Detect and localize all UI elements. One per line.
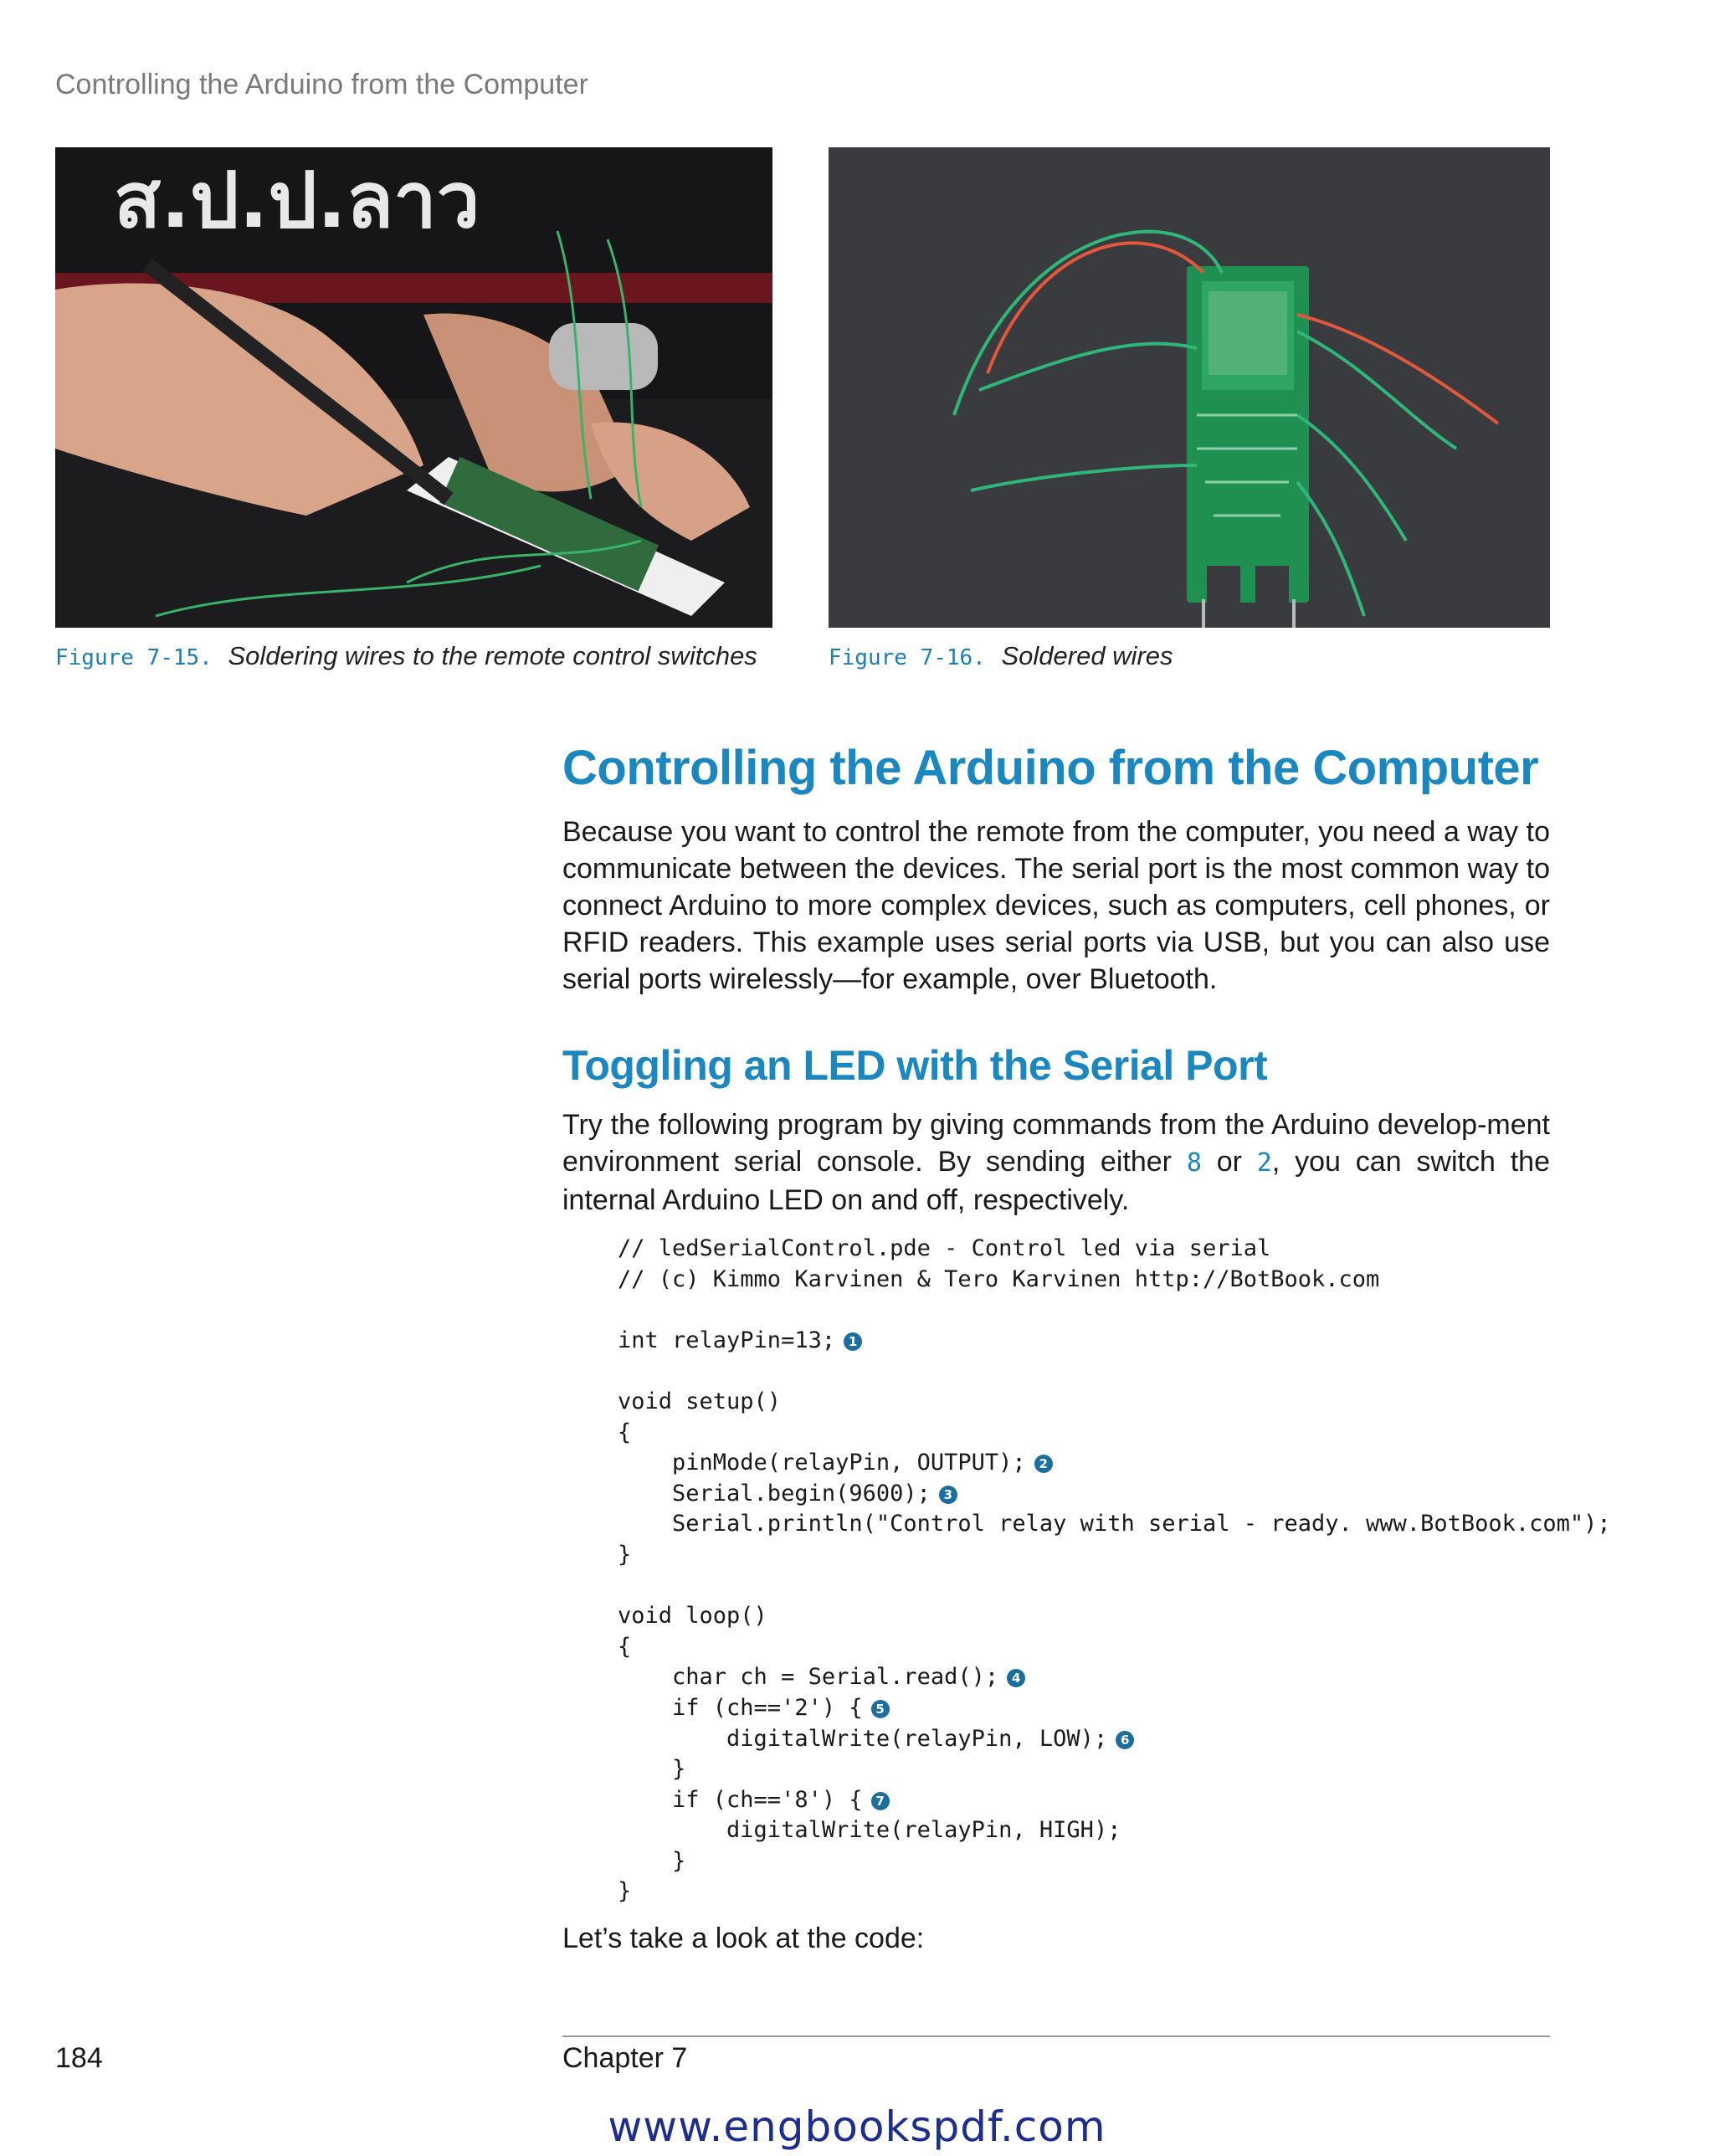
code-listing xyxy=(618,1234,1611,1907)
code-line-text: } xyxy=(618,1847,686,1874)
code-line xyxy=(618,1815,1611,1846)
code-callout-marker: 4 xyxy=(1007,1669,1025,1687)
figure-caption-text: Soldering wires to the remote control switches xyxy=(228,641,757,670)
page-number: 184 xyxy=(55,2042,103,2074)
code-line-text: // ledSerialControl.pde - Control led via serial xyxy=(618,1235,1271,1261)
command-key-on: 8 xyxy=(1186,1148,1202,1178)
code-callout-marker: 6 xyxy=(1116,1731,1134,1749)
paragraph-text: or xyxy=(1201,1146,1257,1178)
figure-7-15-photo xyxy=(55,147,772,628)
figure-label: Figure 7-16. xyxy=(829,645,986,670)
code-line-text: } xyxy=(618,1756,686,1783)
figure-label: Figure 7-15. xyxy=(55,645,213,670)
code-line xyxy=(618,1601,1611,1632)
code-line xyxy=(618,1724,1611,1755)
chapter-label: Chapter 7 xyxy=(562,2042,688,2074)
code-line xyxy=(618,1785,1611,1816)
code-line xyxy=(618,1846,1611,1877)
code-line-text: if (ch=='8') { xyxy=(618,1786,863,1813)
code-line xyxy=(618,1571,1611,1602)
subsection-heading: Toggling an LED with the Serial Port xyxy=(562,1042,1268,1089)
paragraph-text: Try the following program by giving commands from the Arduino develop-ment environment serial console. By sending either xyxy=(562,1109,1550,1178)
code-line xyxy=(618,1295,1611,1326)
closing-paragraph: Let’s take a look at the code: xyxy=(562,1922,925,1954)
figure-7-16-caption xyxy=(829,641,1173,671)
code-line xyxy=(618,1326,1611,1357)
code-line xyxy=(618,1387,1611,1418)
paragraph-text: , you can switch the internal Arduino LED on and off, respectively. xyxy=(562,1146,1550,1216)
code-line xyxy=(618,1356,1611,1387)
code-line xyxy=(618,1479,1611,1510)
code-callout-marker: 7 xyxy=(871,1792,890,1810)
code-callout-marker: 2 xyxy=(1034,1455,1053,1473)
code-line-text: // (c) Kimmo Karvinen & Tero Karvinen http://BotBook.com xyxy=(618,1265,1380,1292)
command-key-off: 2 xyxy=(1256,1148,1272,1178)
code-line-text: char ch = Serial.read(); xyxy=(618,1664,999,1691)
code-line xyxy=(618,1876,1611,1907)
figure-7-16-photo xyxy=(829,147,1550,628)
code-line-text: void loop() xyxy=(618,1603,767,1630)
code-line-text: Serial.println("Control relay with serial - ready. www.BotBook.com"); xyxy=(618,1511,1611,1537)
code-line-text: if (ch=='2') { xyxy=(618,1694,863,1721)
code-callout-marker: 5 xyxy=(871,1700,890,1718)
shirt-text: ส.ป.ป.ลาว xyxy=(114,156,480,245)
code-line xyxy=(618,1418,1611,1449)
code-line-text: pinMode(relayPin, OUTPUT); xyxy=(618,1450,1026,1476)
code-line xyxy=(618,1509,1611,1540)
section-paragraph: Because you want to control the remote from the computer, you need a way to communicate between the devices. The serial port is the most common way to connect Arduino to more complex devices, such as computers, cell phones, or RFID readers. This example uses serial ports via USB, but you can also use serial ports wirelessly—for example, over Bluetooth. xyxy=(562,816,1550,995)
watermark: www.engbookspdf.com xyxy=(608,2102,1106,2151)
code-line xyxy=(618,1754,1611,1785)
code-line-text: digitalWrite(relayPin, HIGH); xyxy=(618,1817,1121,1844)
section-heading: Controlling the Arduino from the Computer xyxy=(562,741,1539,795)
code-line xyxy=(618,1662,1611,1693)
code-line-text: } xyxy=(618,1878,632,1905)
code-line-text: { xyxy=(618,1419,632,1445)
code-line-text: void setup() xyxy=(618,1388,782,1414)
code-line xyxy=(618,1265,1611,1296)
code-line-text: digitalWrite(relayPin, LOW); xyxy=(618,1725,1108,1752)
code-line xyxy=(618,1234,1611,1265)
code-callout-marker: 1 xyxy=(844,1332,862,1351)
code-line-text: int relayPin=13; xyxy=(618,1327,836,1353)
code-line xyxy=(618,1632,1611,1663)
running-header: Controlling the Arduino from the Computer xyxy=(55,69,588,100)
code-line xyxy=(618,1540,1611,1571)
figure-7-15-caption xyxy=(55,641,757,671)
subsection-paragraph xyxy=(562,1106,1550,1219)
code-line-text: Serial.begin(9600); xyxy=(618,1480,931,1507)
code-line-text: { xyxy=(618,1633,632,1660)
code-line xyxy=(618,1693,1611,1724)
code-line xyxy=(618,1448,1611,1479)
code-line-text: } xyxy=(618,1541,632,1568)
code-callout-marker: 3 xyxy=(939,1486,957,1504)
footer-rule xyxy=(562,2035,1550,2037)
figure-caption-text: Soldered wires xyxy=(1001,641,1173,670)
